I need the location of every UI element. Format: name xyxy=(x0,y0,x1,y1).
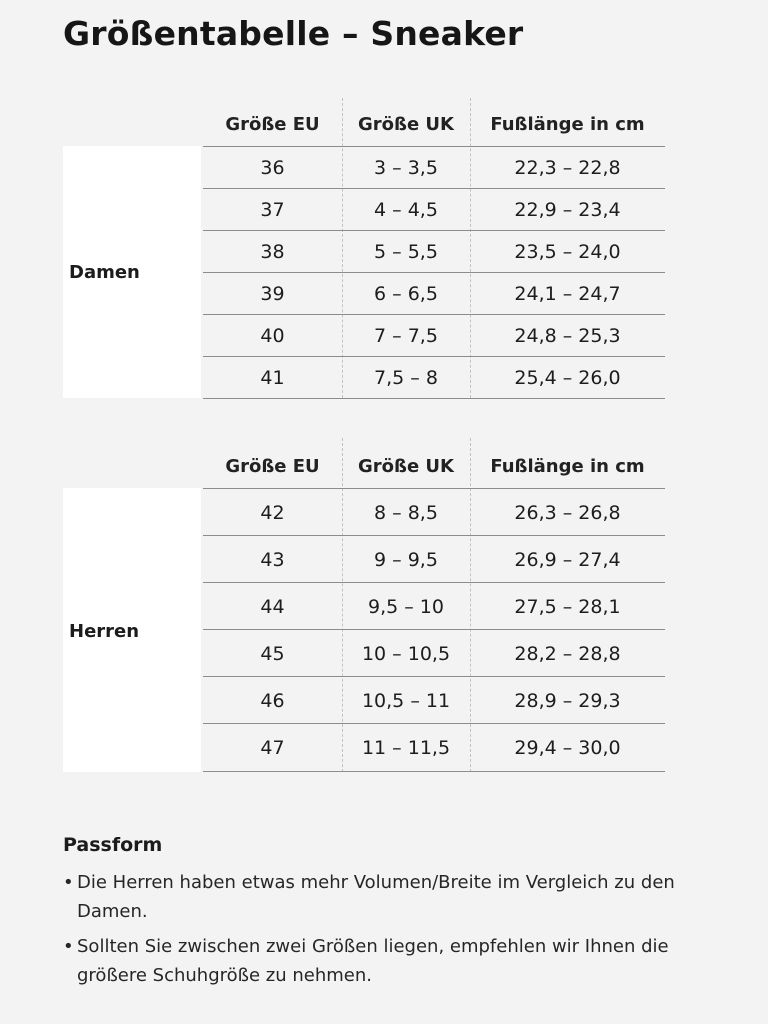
cell-size-eu: 41 xyxy=(260,366,285,389)
cell-size-eu: 37 xyxy=(260,199,285,221)
cell-size-eu: 43 xyxy=(260,548,285,571)
table-row xyxy=(203,488,665,536)
list-item xyxy=(63,868,713,926)
table-header-row xyxy=(203,440,665,494)
table-row xyxy=(203,629,665,677)
table-row xyxy=(203,723,665,772)
bullet-icon: • xyxy=(63,872,74,893)
cell-size-uk: 6 – 6,5 xyxy=(374,283,438,305)
list-item xyxy=(63,932,713,990)
header-foot-length: Fußlänge in cm xyxy=(490,456,645,477)
cell-size-eu: 44 xyxy=(260,595,285,618)
table-row xyxy=(203,146,665,189)
cell-size-uk: 8 – 8,5 xyxy=(374,501,438,524)
cell-size-uk: 5 – 5,5 xyxy=(374,241,438,263)
group-label-herren: Herren xyxy=(69,621,140,642)
group-label-box xyxy=(63,488,201,772)
cell-size-uk: 9,5 – 10 xyxy=(368,595,444,618)
cell-size-eu: 40 xyxy=(260,325,285,347)
table-row xyxy=(203,272,665,315)
cell-size-uk: 4 – 4,5 xyxy=(374,199,438,221)
cell-size-uk: 10,5 – 11 xyxy=(361,689,451,712)
cell-foot-length: 22,9 – 23,4 xyxy=(514,199,621,221)
cell-foot-length: 26,3 – 26,8 xyxy=(514,501,621,524)
cell-size-eu: 38 xyxy=(260,241,285,263)
cell-size-eu: 42 xyxy=(260,501,285,524)
table-row xyxy=(203,676,665,724)
cell-foot-length: 23,5 – 24,0 xyxy=(514,241,621,263)
size-table-herren xyxy=(63,438,665,776)
table-header-row xyxy=(203,98,665,152)
cell-size-uk: 9 – 9,5 xyxy=(374,548,438,571)
cell-foot-length: 28,2 – 28,8 xyxy=(514,642,621,665)
cell-foot-length: 25,4 – 26,0 xyxy=(514,366,621,389)
cell-size-uk: 3 – 3,5 xyxy=(374,157,438,179)
fit-notes xyxy=(63,834,713,996)
cell-size-uk: 7,5 – 8 xyxy=(374,366,438,389)
note-text: Sollten Sie zwischen zwei Größen liegen, empfehlen wir Ihnen die größere Schuhgröße zu nehmen. xyxy=(77,936,669,986)
bullet-icon: • xyxy=(63,936,74,957)
header-foot-length: Fußlänge in cm xyxy=(490,114,645,135)
table-row xyxy=(203,582,665,630)
cell-foot-length: 27,5 – 28,1 xyxy=(514,595,621,618)
cell-size-eu: 47 xyxy=(260,736,285,759)
cell-size-eu: 45 xyxy=(260,642,285,665)
table-row xyxy=(203,356,665,399)
cell-size-eu: 46 xyxy=(260,689,285,712)
table-row xyxy=(203,314,665,357)
group-label-box xyxy=(63,146,201,398)
cell-foot-length: 28,9 – 29,3 xyxy=(514,689,621,712)
page-title: Größentabelle – Sneaker xyxy=(63,14,524,53)
cell-size-uk: 10 – 10,5 xyxy=(361,642,451,665)
table-row xyxy=(203,230,665,273)
cell-foot-length: 22,3 – 22,8 xyxy=(514,157,621,179)
cell-foot-length: 24,1 – 24,7 xyxy=(514,283,621,305)
notes-heading: Passform xyxy=(63,834,163,856)
size-table-damen xyxy=(63,98,665,400)
cell-foot-length: 24,8 – 25,3 xyxy=(514,325,621,347)
table-row xyxy=(203,535,665,583)
table-row xyxy=(203,188,665,231)
header-size-uk: Größe UK xyxy=(357,456,454,477)
cell-size-uk: 11 – 11,5 xyxy=(361,736,451,759)
header-size-eu: Größe EU xyxy=(225,114,320,135)
header-size-uk: Größe UK xyxy=(357,114,454,135)
cell-size-eu: 39 xyxy=(260,283,285,305)
cell-size-uk: 7 – 7,5 xyxy=(374,325,438,347)
cell-size-eu: 36 xyxy=(260,157,285,179)
cell-foot-length: 26,9 – 27,4 xyxy=(514,548,621,571)
cell-foot-length: 29,4 – 30,0 xyxy=(514,736,621,759)
group-label-damen: Damen xyxy=(69,262,140,283)
note-text: Die Herren haben etwas mehr Volumen/Breite im Vergleich zu den Damen. xyxy=(77,872,675,922)
header-size-eu: Größe EU xyxy=(225,456,320,477)
